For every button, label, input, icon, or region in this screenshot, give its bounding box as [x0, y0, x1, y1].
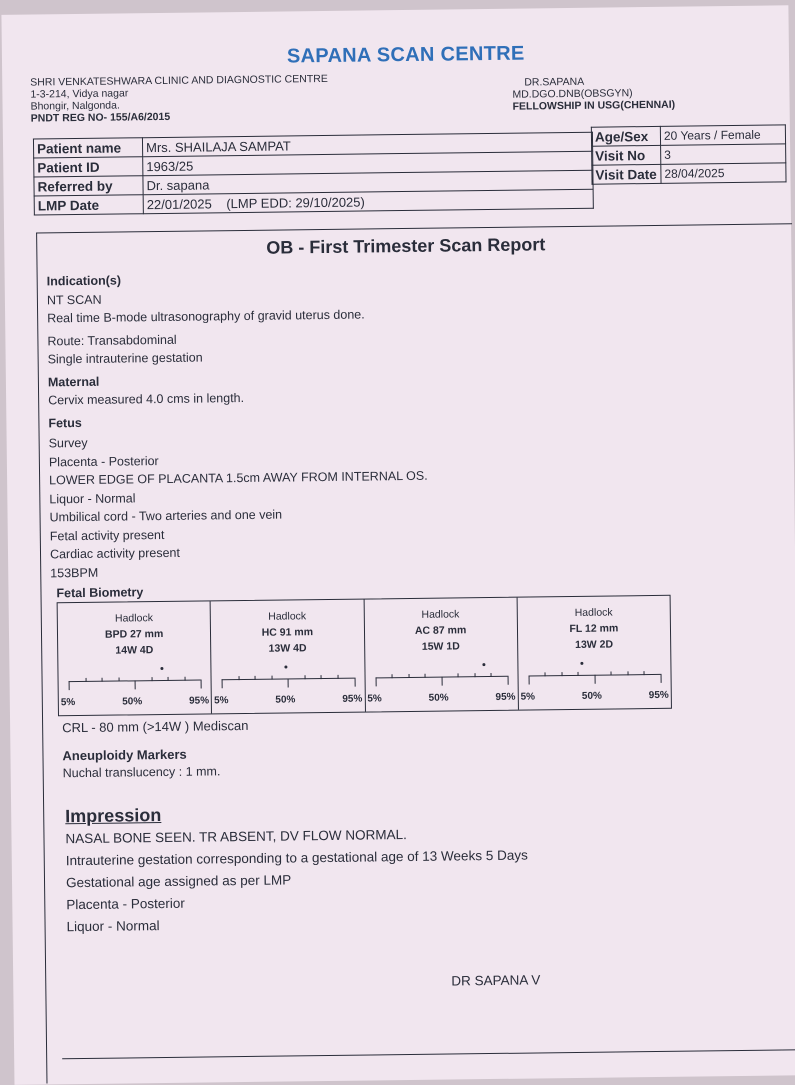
clinic-name: SHRI VENKATESHWARA CLINIC AND DIAGNOSTIC CENTRE	[30, 72, 328, 89]
signature: DR SAPANA V	[451, 972, 541, 989]
impression-block	[65, 823, 528, 939]
pct-95: 95%	[188, 695, 210, 707]
scale-minor-tick	[408, 674, 409, 678]
scale-minor-tick	[255, 676, 256, 680]
scale-minor-tick	[304, 675, 305, 679]
scale-minor-tick	[561, 672, 562, 676]
visit-info-table	[591, 124, 787, 184]
survey-line: Umbilical cord - Two arteries and one vein	[49, 507, 283, 525]
impression-line: Gestational age assigned as per LMP	[65, 872, 292, 891]
percentile-scale	[528, 674, 660, 687]
scale-minor-tick	[611, 672, 612, 676]
scale-minor-tick	[491, 673, 492, 677]
scale-major-tick	[354, 678, 355, 687]
pndt-reg: PNDT REG NO- 155/A6/2015	[30, 110, 171, 125]
percentile-labels	[61, 695, 209, 708]
scale-major-tick	[69, 681, 70, 690]
pct-95: 95%	[648, 689, 669, 702]
referred-by-label: Referred by	[34, 176, 143, 196]
report-sheet	[1, 5, 795, 1085]
biometry-heading: Fetal Biometry	[56, 585, 144, 601]
scale-minor-tick	[184, 677, 185, 681]
scale-minor-tick	[627, 671, 628, 675]
doctor-qualification: MD.DGO.DNB(OBSGYN)	[512, 87, 633, 101]
percentile-marker	[160, 667, 163, 670]
biometry-measure: HC 91 mm	[261, 626, 314, 639]
scale-minor-tick	[151, 677, 152, 681]
scale-minor-tick	[168, 677, 169, 681]
patient-info-table	[33, 132, 594, 216]
percentile-labels	[214, 694, 362, 707]
pct-50: 50%	[275, 694, 296, 706]
age-sex-value: 20 Years / Female	[660, 125, 785, 146]
pct-95: 95%	[495, 691, 516, 703]
scale-major-tick	[288, 678, 289, 687]
scale-major-tick	[135, 680, 136, 689]
biometry-ga: 14W 4D	[115, 644, 154, 657]
biometry-ga: 15W 1D	[421, 640, 460, 653]
scale-minor-tick	[644, 671, 645, 675]
patient-id-value: 1963/25	[143, 151, 593, 175]
biometry-method: Hadlock	[114, 612, 153, 625]
indication-heading: Indication(s)	[46, 273, 122, 289]
lmp-date-value: 22/01/2025	[146, 195, 212, 212]
pct-50: 50%	[428, 692, 449, 704]
survey-line: Cardiac activity present	[49, 545, 181, 562]
impression-heading: Impression	[65, 805, 162, 827]
nuchal-translucency: Nuchal translucency : 1 mm.	[62, 764, 221, 781]
biometry-measure: FL 12 mm	[569, 622, 619, 636]
scale-minor-tick	[474, 673, 475, 677]
scale-minor-tick	[545, 672, 546, 676]
percentile-scale	[69, 680, 201, 693]
referred-by-value: Dr. sapana	[143, 170, 593, 194]
pct-50: 50%	[122, 696, 143, 708]
percentile-scale	[222, 678, 354, 691]
pct-5: 5%	[367, 693, 382, 705]
pct-5: 5%	[60, 697, 76, 709]
crl-line: CRL - 80 mm (>14W ) Mediscan	[62, 717, 249, 736]
age-sex-label: Age/Sex	[591, 126, 660, 146]
pct-5: 5%	[520, 691, 536, 703]
survey-line: Fetal activity present	[49, 527, 165, 543]
scale-minor-tick	[458, 673, 459, 677]
biometry-measure: BPD 27 mm	[104, 627, 164, 641]
scale-minor-tick	[118, 678, 119, 682]
lmp-date-cell	[143, 189, 593, 213]
patient-id-label: Patient ID	[34, 157, 143, 177]
biometry-ga: 13W 4D	[268, 642, 307, 655]
scale-major-tick	[594, 675, 595, 684]
biometry-method: Hadlock	[268, 610, 307, 623]
lmp-edd: (LMP EDD: 29/10/2025)	[226, 194, 365, 211]
lmp-date-label: LMP Date	[34, 195, 143, 215]
visit-no-label: Visit No	[592, 145, 661, 165]
scale-minor-tick	[392, 674, 393, 678]
route-line: Route: Transabdominal	[47, 332, 177, 348]
scale-minor-tick	[238, 676, 239, 680]
scale-minor-tick	[102, 678, 103, 682]
percentile-labels	[520, 690, 668, 703]
impression-line: Placenta - Posterior	[66, 895, 185, 913]
indication-line: NT SCAN	[46, 292, 102, 307]
scale-major-tick	[528, 676, 529, 685]
fetus-heading: Fetus	[48, 415, 82, 430]
scale-minor-tick	[337, 675, 338, 679]
percentile-marker	[284, 665, 287, 668]
visit-date-value: 28/04/2025	[661, 163, 786, 184]
survey-line: Survey	[48, 435, 88, 451]
pct-5: 5%	[214, 695, 229, 707]
percentile-labels	[367, 692, 515, 705]
biometry-cell	[517, 596, 671, 710]
biometry-method: Hadlock	[574, 606, 613, 619]
biometry-ga: 13W 2D	[575, 638, 614, 651]
indication-line: Real time B-mode ultrasonography of gravid uterus done.	[47, 307, 365, 326]
biometry-cell	[58, 601, 213, 715]
survey-line: 153BPM	[50, 565, 99, 580]
scale-major-tick	[222, 679, 223, 688]
pct-50: 50%	[581, 690, 602, 702]
scale-minor-tick	[321, 675, 322, 679]
percentile-marker	[580, 662, 583, 665]
survey-line: LOWER EDGE OF PLACANTA 1.5cm AWAY FROM INTERNAL OS.	[49, 468, 428, 488]
biometry-cell	[211, 600, 366, 714]
scale-major-tick	[441, 677, 442, 686]
address-line1: 1-3-214, Vidya nagar	[30, 87, 129, 101]
biometry-method: Hadlock	[421, 608, 460, 621]
impression-line: Intrauterine gestation corresponding to a gestational age of 13 Weeks 5 Days	[65, 847, 528, 869]
findings-block	[47, 268, 429, 583]
scale-major-tick	[201, 680, 202, 689]
scale-major-tick	[375, 677, 376, 686]
cervix-line: Cervix measured 4.0 cms in length.	[48, 390, 245, 408]
scale-minor-tick	[85, 678, 86, 682]
impression-line: Liquor - Normal	[66, 918, 160, 935]
percentile-scale	[375, 676, 507, 689]
scale-minor-tick	[425, 674, 426, 678]
scale-minor-tick	[578, 672, 579, 676]
address-line2: Bhongir, Nalgonda.	[30, 99, 120, 113]
aneuploidy-heading: Aneuploidy Markers	[62, 746, 187, 764]
impression-line: NASAL BONE SEEN. TR ABSENT, DV FLOW NORMAL.	[65, 827, 407, 847]
gestation-line: Single intrauterine gestation	[47, 350, 203, 367]
doctor-fellowship: FELLOWSHIP IN USG(CHENNAI)	[512, 98, 676, 113]
survey-line: Liquor - Normal	[49, 490, 136, 506]
biometry-cell	[364, 598, 519, 712]
biometry-table	[57, 595, 672, 716]
patient-name-label: Patient name	[33, 138, 142, 158]
survey-line: Placenta - Posterior	[48, 453, 159, 469]
scale-minor-tick	[271, 676, 272, 680]
visit-no-value: 3	[661, 144, 786, 165]
maternal-heading: Maternal	[47, 374, 100, 389]
scale-major-tick	[507, 676, 508, 685]
biometry-measure: AC 87 mm	[414, 624, 467, 637]
report-title: OB - First Trimester Scan Report	[266, 234, 546, 258]
centre-name: SAPANA SCAN CENTRE	[286, 42, 525, 68]
pct-95: 95%	[342, 693, 363, 705]
doctor-name: DR.SAPANA	[524, 75, 585, 89]
visit-date-label: Visit Date	[592, 164, 661, 184]
patient-name-value: Mrs. SHAILAJA SAMPAT	[142, 132, 592, 156]
scale-major-tick	[661, 674, 662, 683]
percentile-marker	[482, 663, 485, 666]
